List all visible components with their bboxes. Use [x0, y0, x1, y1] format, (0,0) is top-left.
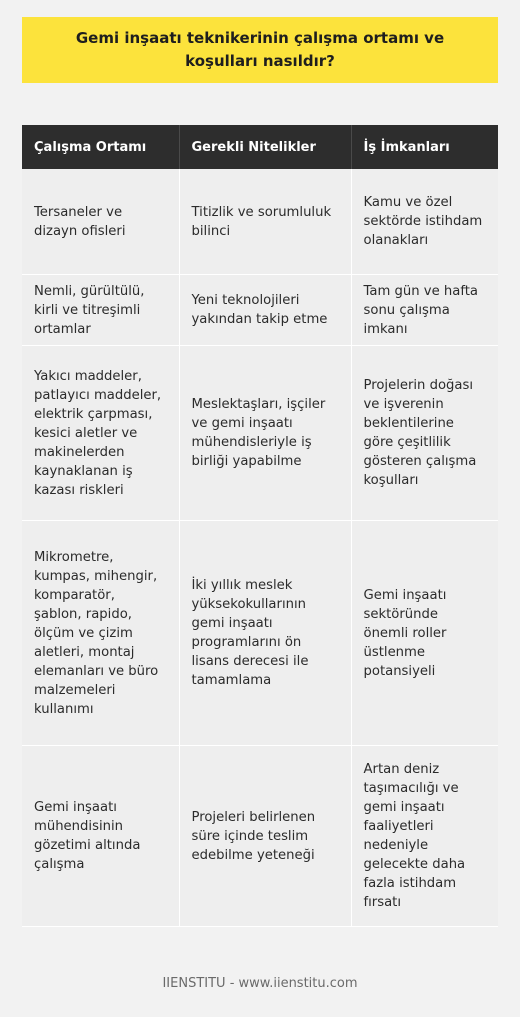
table-header-row [22, 125, 498, 169]
table-cell: Projelerin doğası ve işverenin beklentilerine göre çeşitlilik gösteren çalışma koşulları [351, 346, 498, 521]
table-cell: İki yıllık meslek yüksekokullarının gemi inşaatı programlarını ön lisans derecesi ile tamamlama [179, 521, 351, 746]
table-cell: Gemi inşaatı mühendisinin gözetimi altında çalışma [22, 746, 179, 927]
table-cell: Tam gün ve hafta sonu çalışma imkanı [351, 275, 498, 346]
info-table [22, 125, 498, 927]
table-cell: Projeleri belirlenen süre içinde teslim edebilme yeteneği [179, 746, 351, 927]
table-cell: Gemi inşaatı sektöründe önemli roller üstlenme potansiyeli [351, 521, 498, 746]
column-header-work-environment: Çalışma Ortamı [22, 125, 179, 169]
table-cell: Kamu ve özel sektörde istihdam olanakları [351, 169, 498, 275]
table-row [22, 169, 498, 275]
column-header-required-qualifications: Gerekli Nitelikler [179, 125, 351, 169]
table-row [22, 746, 498, 927]
table-cell: Titizlik ve sorumluluk bilinci [179, 169, 351, 275]
table-cell: Yeni teknolojileri yakından takip etme [179, 275, 351, 346]
table-cell: Nemli, gürültülü, kirli ve titreşimli ortamlar [22, 275, 179, 346]
table-row [22, 521, 498, 746]
table-row [22, 275, 498, 346]
table-cell: Artan deniz taşımacılığı ve gemi inşaatı faaliyetleri nedeniyle gelecekte daha fazla istihdam fırsatı [351, 746, 498, 927]
table-cell: Meslektaşları, işçiler ve gemi inşaatı mühendisleriyle iş birliği yapabilme [179, 346, 351, 521]
table-cell: Tersaneler ve dizayn ofisleri [22, 169, 179, 275]
table-row [22, 346, 498, 521]
table-cell: Yakıcı maddeler, patlayıcı maddeler, elektrik çarpması, kesici aletler ve makinelerden kaynaklanan iş kazası riskleri [22, 346, 179, 521]
page-title: Gemi inşaatı teknikerinin çalışma ortamı ve koşulları nasıldır? [75, 29, 445, 70]
table-cell: Mikrometre, kumpas, mihengir, komparatör, şablon, rapido, ölçüm ve çizim aletleri, montaj elemanları ve büro malzemeleri kullanımı [22, 521, 179, 746]
title-banner [22, 17, 498, 83]
column-header-job-opportunities: İş İmkanları [351, 125, 498, 169]
footer-credit: IIENSTITU - www.iienstitu.com [162, 976, 358, 991]
